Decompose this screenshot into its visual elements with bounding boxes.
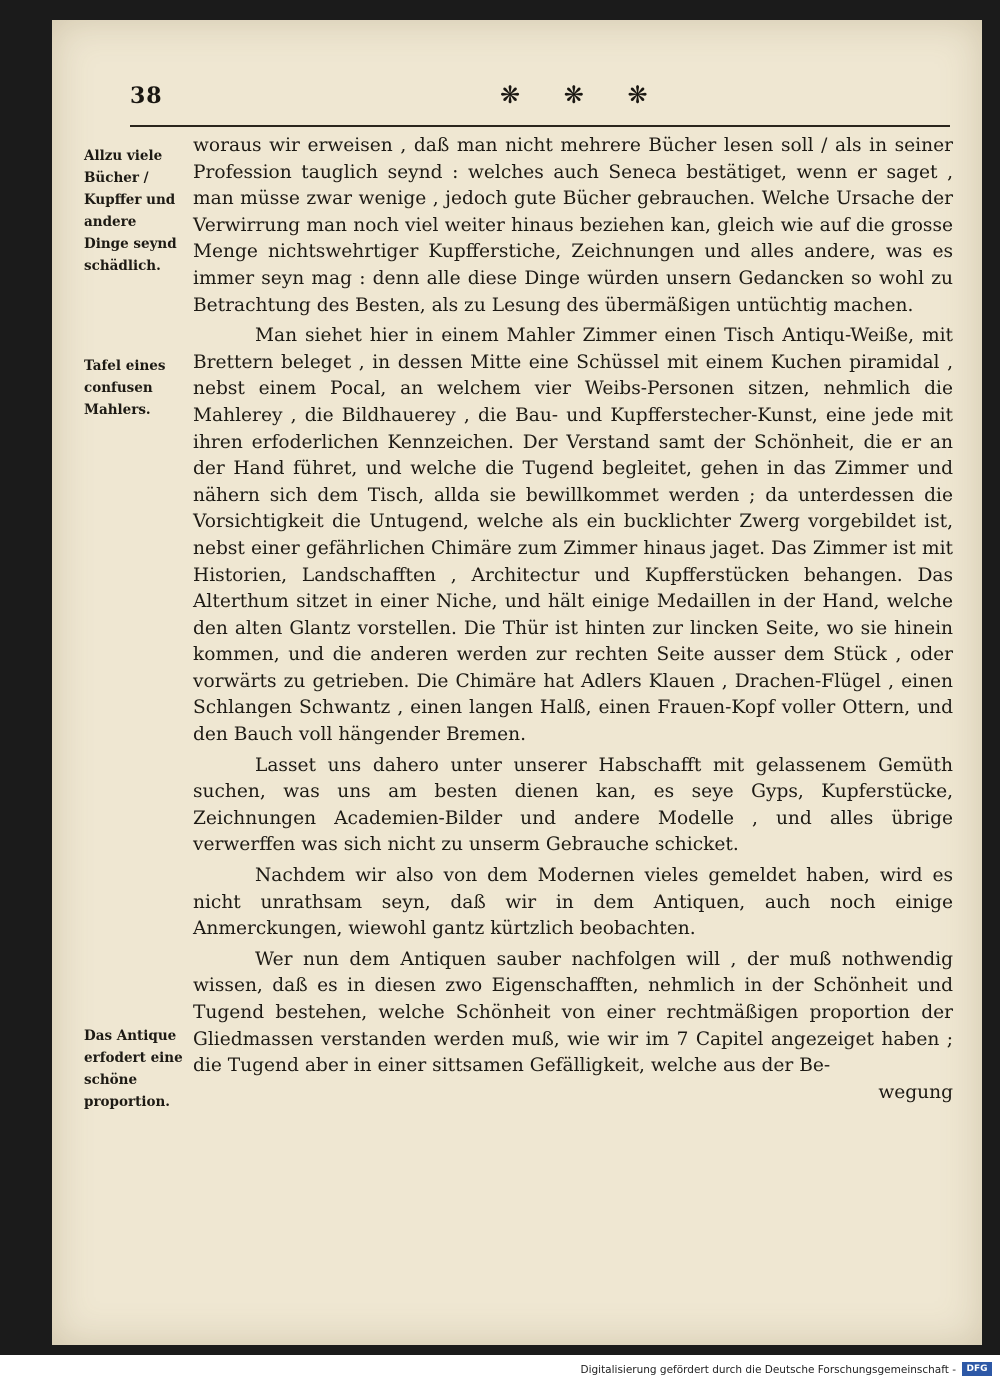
page-number: 38 [130,83,163,109]
paragraph: Wer nun dem Antiquen sauber nachfolgen will , der muß nothwendig wissen, daß es in diesen zwo Eigenschafften, nehmlich in der Schönheit und Tugend bestehen, welche Schönheit von einer rechtmäßigen proportion der Gliedmassen verstanden werden muß, wie wir im 7 Capitel angezeiget haben ; die Tugend aber in einer sittsamen Gefälligkeit, welche aus der Be- [193,948,953,1077]
dfg-logo[interactable]: DFG [962,1362,992,1376]
body-text [193,133,953,1110]
paragraph: woraus wir erweisen , daß man nicht mehrere Bücher lesen soll / als in seiner Profession tauglich seynd : welches auch Seneca bestätiget, wenn er saget , man müsse zwar wenige , jedoch gute Bücher gebrauchen. Welche Ursache der Verwirrung man noch viel weiter hinaus beziehen kan, gleich wie auf die grosse Menge nichtswehrtiger Kupfferstiche, Zeichnungen und alles andere, was es immer seyn mag : denn alle diese Dinge würden unsern Gedancken so wohl zu Betrachtung des Besten, als zu Lesung des übermäßigen untüchtig machen. [193,135,953,316]
footer [0,1355,1000,1383]
page-header [130,83,950,123]
paragraph: Nachdem wir also von dem Modernen vieles gemeldet haben, wird es nicht unrathsam seyn, daß wir in dem Antiquen, auch noch einige Anmerckungen, wiewohl gantz kürtzlich beobachten. [193,865,953,940]
funding-credit: Digitalisierung gefördert durch die Deutsche Forschungsgemeinschaft - [580,1364,956,1376]
marginal-note: Allzu viele Bücher / Kupffer und andere Dinge seynd schädlich. [84,148,177,274]
paragraph: Man siehet hier in einem Mahler Zimmer einen Tisch Antiqu-Weiße, mit Brettern beleget , in dessen Mitte eine Schüssel mit einem Kuchen piramidal , nebst einem Pocal, an welchem vier Weibs-Personen sitzen, nehmlich die Mahlerey , die Bildhauerey , die Bau- und Kupfferstecher-Kunst, eine jede mit ihren erfoderlichen Kennzeichen. Der Verstand samt der Schönheit, die er an der Hand führet, und welche die Tugend begleitet, gehen in das Zimmer und nähern sich dem Tisch, allda sie bewillkommet werden ; da unterdessen die Vorsichtigkeit die Untugend, welche als ein bucklichter Zwerg vorgebildet ist, nebst einer gefährlichen Chimäre zum Zimmer hinaus jaget. Das Zimmer ist mit Historien, Landschafften , Architectur und Kupfferstücken behangen. Das Alterthum sitzet in einer Niche, und hält einige Medaillen in der Hand, welche den alten Glantz vorstellen. Die Thür ist hinten zur lincken Seite, wo sie hinein kommen, und die anderen werden zur rechten Seite ausser dem Stück , oder vorwärts zu getrieben. Die Chimäre hat Adlers Klauen , Drachen-Flügel , einen Schlangen Schwantz , einen langen Halß, einen Frauen-Kopf voller Ottern, und den Bauch voll hängender Bremen. [193,325,953,746]
marginal-note: Das Antique erfodert eine schöne proportion. [84,1028,183,1110]
ornament-icon: ❋ ❋ ❋ [500,81,666,109]
paragraph: Lasset uns dahero unter unserer Habschafft mit gelassenem Gemüth suchen, was uns am besten dienen kan, es seye Gyps, Kupferstücke, Zeichnungen Academien-Bilder und andere Modelle , und alles übrige verwerffen was sich nicht zu unserm Gebrauche schicket. [193,754,953,856]
catchword: wegung [878,1081,953,1103]
header-rule [130,125,950,127]
marginal-note: Tafel eines confusen Mahlers. [84,358,166,418]
